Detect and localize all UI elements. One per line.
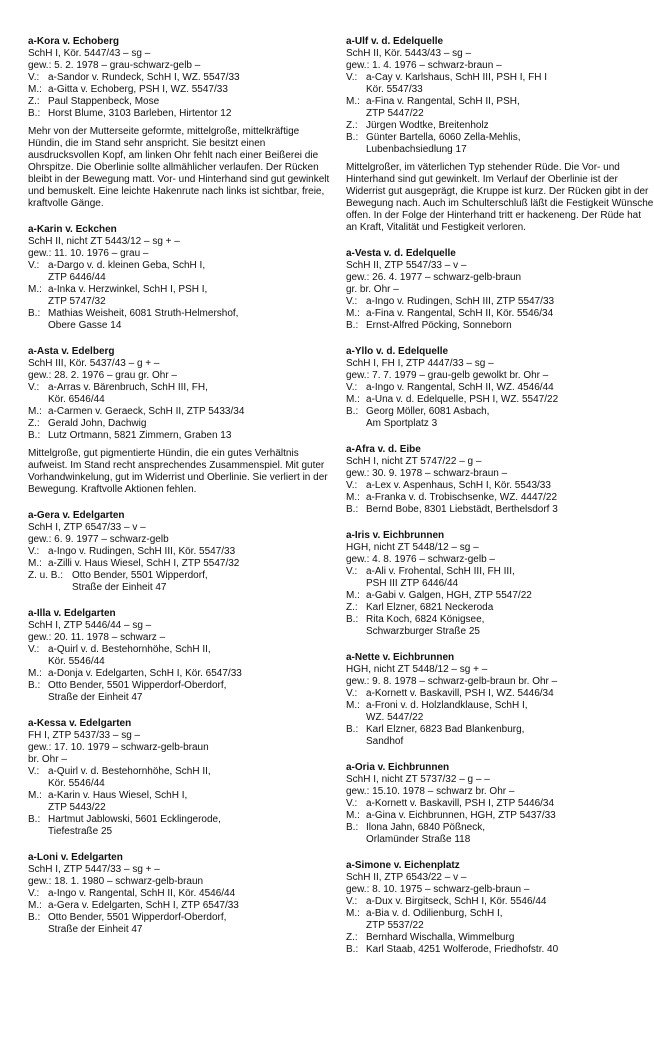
pedigree-value: a-Sandor v. Rundeck, SchH I, WZ. 5547/33 — [48, 72, 240, 83]
pedigree-value: Paul Stappenbeck, Mose — [48, 96, 160, 107]
pedigree-label: Z.: — [346, 932, 358, 943]
pedigree-label: B.: — [28, 814, 41, 825]
pedigree-value: Otto Bender, 5501 Wipperdorf, Straße der Einheit 47 — [72, 570, 208, 593]
pedigree-label: B.: — [346, 406, 359, 417]
entry-description: Mittelgroßer, im väterlichen Typ stehender Rüde. Die Vor- und Hinterhand sind gut gewinkelt. Im Verlauf der Oberlinie ist der Widerrist gut ausgeprägt, die Kruppe ist kurz. Der Rücken gibt in der Bewegung nach. Auch im Schulterschluß läßt die Festigkeit Wünsche offen. In der Folge der Hinterhand tritt er hackeneng. Der Rüde hat an Kraft, Vitalität und Festigkeit verloren. — [346, 162, 654, 233]
pedigree-label: B.: — [346, 504, 359, 515]
pedigree-label: V.: — [346, 382, 358, 393]
pedigree-row — [28, 406, 336, 418]
pedigree-value: Ilona Jahn, 6840 Pößneck, Orlamünder Straße 118 — [366, 822, 485, 845]
pedigree-row — [28, 260, 336, 284]
entry-info-line: FH I, ZTP 5437/33 – sg – — [28, 730, 141, 741]
pedigree-value: a-Bia v. d. Odilienburg, SchH I, ZTP 5537/22 — [366, 908, 503, 931]
pedigree-row — [346, 932, 654, 944]
pedigree-label: B.: — [28, 430, 41, 441]
pedigree-value: Otto Bender, 5501 Wipperdorf-Oberdorf, Straße der Einheit 47 — [48, 680, 227, 703]
pedigree-row — [346, 896, 654, 908]
pedigree-label: M.: — [28, 84, 42, 95]
pedigree-value: a-Fina v. Rangental, SchH II, PSH, ZTP 5447/22 — [366, 96, 520, 119]
pedigree-value: a-Una v. d. Edelquelle, PSH I, WZ. 5547/22 — [366, 394, 559, 405]
pedigree-row — [28, 680, 336, 704]
pedigree-label: B.: — [346, 944, 359, 955]
dog-name: a-Illa v. Edelgarten — [28, 608, 116, 619]
dog-entry — [28, 224, 336, 332]
pedigree-label: M.: — [346, 810, 360, 821]
pedigree-row — [28, 814, 336, 838]
dog-name: a-Asta v. Edelberg — [28, 346, 115, 357]
pedigree-row — [28, 84, 336, 96]
pedigree-label: M.: — [346, 908, 360, 919]
pedigree-value: a-Fina v. Rangental, SchH II, Kör. 5546/34 — [366, 308, 554, 319]
pedigree-row — [346, 72, 654, 96]
pedigree-label: V.: — [28, 260, 40, 271]
entry-info-line: gew.: 6. 9. 1977 – schwarz-gelb — [28, 534, 169, 545]
pedigree-value: Bernhard Wischalla, Wimmelburg — [366, 932, 515, 943]
pedigree-value: a-Cay v. Karlshaus, SchH III, PSH I, FH I Kör. 5547/33 — [366, 72, 547, 95]
pedigree-row — [28, 888, 336, 900]
pedigree-row — [28, 382, 336, 406]
pedigree-value: a-Gina v. Eichbrunnen, HGH, ZTP 5437/33 — [366, 810, 556, 821]
entry-info-line: gew.: 5. 2. 1978 – grau-schwarz-gelb – — [28, 60, 201, 71]
pedigree-label: Z.: — [346, 602, 358, 613]
dog-name: a-Gera v. Edelgarten — [28, 510, 125, 521]
pedigree-row — [346, 700, 654, 724]
dog-entry — [346, 444, 654, 516]
dog-name: a-Loni v. Edelgarten — [28, 852, 123, 863]
pedigree-label: B.: — [28, 680, 41, 691]
pedigree-value: a-Dargo v. d. kleinen Geba, SchH I, ZTP 6446/44 — [48, 260, 206, 283]
pedigree-label: M.: — [346, 308, 360, 319]
pedigree-value: a-Lex v. Aspenhaus, SchH I, Kör. 5543/33 — [366, 480, 551, 491]
entry-info-line: SchH I, Kör. 5447/43 – sg – — [28, 48, 151, 59]
pedigree-label: M.: — [28, 790, 42, 801]
pedigree-label: B.: — [346, 724, 359, 735]
pedigree-label: V.: — [346, 688, 358, 699]
pedigree-value: Horst Blume, 3103 Barleben, Hirtentor 12 — [48, 108, 232, 119]
pedigree-value: a-Karin v. Haus Wiesel, SchH I, ZTP 5443/22 — [48, 790, 188, 813]
entry-info-line: gew.: 28. 2. 1976 – grau gr. Ohr – — [28, 370, 177, 381]
pedigree-value: a-Dux v. Birgitseck, SchH I, Kör. 5546/44 — [366, 896, 547, 907]
pedigree-label: V.: — [346, 896, 358, 907]
pedigree-value: Hartmut Jablowski, 5601 Ecklingerode, Tiefestraße 25 — [48, 814, 221, 837]
pedigree-row — [28, 108, 336, 120]
pedigree-value: Mathias Weisheit, 6081 Struth-Helmershof, Obere Gasse 14 — [48, 308, 239, 331]
dog-entry — [28, 346, 336, 496]
pedigree-value: Karl Elzner, 6821 Neckeroda — [366, 602, 494, 613]
pedigree-label: V.: — [28, 382, 40, 393]
pedigree-row — [28, 912, 336, 936]
pedigree-row — [346, 320, 654, 332]
entry-info-line: gew.: 15.10. 1978 – schwarz br. Ohr – — [346, 786, 515, 797]
pedigree-row — [346, 120, 654, 132]
entry-info-line: SchH I, FH I, ZTP 4447/33 – sg – — [346, 358, 494, 369]
pedigree-row — [28, 790, 336, 814]
pedigree-label: V.: — [28, 888, 40, 899]
right-column — [346, 36, 654, 970]
dog-entry — [346, 762, 654, 846]
pedigree-value: a-Ingo v. Rangental, SchH II, WZ. 4546/44 — [366, 382, 554, 393]
dog-entry — [346, 36, 654, 234]
pedigree-row — [28, 284, 336, 308]
entry-info-line: gew.: 8. 10. 1975 – schwarz-gelb-braun – — [346, 884, 530, 895]
entry-info-line: gew.: 17. 10. 1979 – schwarz-gelb-braun — [28, 742, 209, 753]
pedigree-label: M.: — [346, 394, 360, 405]
entry-info-line: SchH I, ZTP 5447/33 – sg + – — [28, 864, 160, 875]
pedigree-value: Rita Koch, 6824 Königsee, Schwarzburger Straße 25 — [366, 614, 485, 637]
dog-name: a-Yllo v. d. Edelquelle — [346, 346, 449, 357]
entry-info-line: gew.: 1. 4. 1976 – schwarz-braun – — [346, 60, 502, 71]
dog-name: a-Iris v. Eichbrunnen — [346, 530, 445, 541]
entry-info-line: HGH, nicht ZT 5448/12 – sg + – — [346, 664, 488, 675]
pedigree-value: Otto Bender, 5501 Wipperdorf-Oberdorf, Straße der Einheit 47 — [48, 912, 227, 935]
pedigree-label: B.: — [346, 614, 359, 625]
dog-entry — [28, 608, 336, 704]
pedigree-label: B.: — [346, 132, 359, 143]
entry-info-line: gew.: 4. 8. 1976 – schwarz-gelb – — [346, 554, 495, 565]
pedigree-row — [346, 822, 654, 846]
pedigree-row — [28, 96, 336, 108]
pedigree-label: M.: — [28, 406, 42, 417]
pedigree-label: V.: — [346, 480, 358, 491]
pedigree-row — [28, 766, 336, 790]
pedigree-value: Bernd Bobe, 8301 Liebstädt, Berthelsdorf 3 — [366, 504, 558, 515]
pedigree-value: a-Inka v. Herzwinkel, SchH I, PSH I, ZTP 5747/32 — [48, 284, 208, 307]
dog-entry — [28, 510, 336, 594]
entry-info-line: SchH I, ZTP 5446/44 – sg – — [28, 620, 152, 631]
entry-info-line: SchH I, nicht ZT 5737/32 – g – – — [346, 774, 490, 785]
pedigree-value: a-Carmen v. Geraeck, SchH II, ZTP 5433/34 — [48, 406, 245, 417]
pedigree-label: V.: — [346, 798, 358, 809]
pedigree-label: V.: — [28, 766, 40, 777]
pedigree-label: V.: — [346, 72, 358, 83]
dog-name: a-Karin v. Eckchen — [28, 224, 117, 235]
pedigree-label: V.: — [28, 72, 40, 83]
pedigree-row — [28, 308, 336, 332]
dog-entry — [346, 652, 654, 748]
entry-description: Mittelgroße, gut pigmentierte Hündin, die ein gutes Verhältnis aufweist. Im Stand recht ansprechendes Zusammenspiel. Mit guter Vorhandwinkelung, gut im Widerrist und Oberlinie. Sie verliert in der Bewegung. Kraftvolle Aktionen fehlen. — [28, 448, 328, 495]
pedigree-value: a-Gabi v. Galgen, HGH, ZTP 5547/22 — [366, 590, 532, 601]
dog-name: a-Kora v. Echoberg — [28, 36, 119, 47]
dog-name: a-Vesta v. d. Edelquelle — [346, 248, 456, 259]
dog-name: a-Ulf v. d. Edelquelle — [346, 36, 444, 47]
pedigree-label: M.: — [346, 492, 360, 503]
pedigree-row — [28, 900, 336, 912]
pedigree-label: B.: — [28, 912, 41, 923]
entry-info-line: SchH II, ZTP 6543/22 – v – — [346, 872, 467, 883]
pedigree-row — [28, 668, 336, 680]
pedigree-value: a-Ali v. Frohental, SchH III, FH III, PSH III ZTP 6446/44 — [366, 566, 515, 589]
pedigree-row — [346, 724, 654, 748]
pedigree-row — [28, 570, 336, 594]
dog-name: a-Kessa v. Edelgarten — [28, 718, 132, 729]
pedigree-label: M.: — [28, 558, 42, 569]
pedigree-value: a-Ingo v. Rangental, SchH II, Kör. 4546/44 — [48, 888, 236, 899]
entry-info-line: SchH I, ZTP 6547/33 – v – — [28, 522, 146, 533]
pedigree-label: M.: — [28, 284, 42, 295]
dog-name: a-Nette v. Eichbrunnen — [346, 652, 455, 663]
pedigree-row — [28, 558, 336, 570]
pedigree-row — [346, 908, 654, 932]
pedigree-row — [346, 798, 654, 810]
entry-info-line: SchH II, ZTP 5547/33 – v – — [346, 260, 467, 271]
pedigree-value: a-Kornett v. Baskavill, PSH I, ZTP 5446/34 — [366, 798, 555, 809]
pedigree-row — [346, 132, 654, 156]
entry-info-line: SchH III, Kör. 5437/43 – g + – — [28, 358, 160, 369]
pedigree-row — [346, 614, 654, 638]
pedigree-row — [28, 72, 336, 84]
pedigree-label: B.: — [346, 320, 359, 331]
pedigree-row — [28, 546, 336, 558]
pedigree-value: a-Zilli v. Haus Wiesel, SchH I, ZTP 5547/32 — [48, 558, 240, 569]
pedigree-label: V.: — [346, 566, 358, 577]
pedigree-value: a-Kornett v. Baskavill, PSH I, WZ. 5446/34 — [366, 688, 554, 699]
pedigree-label: Z.: — [28, 418, 40, 429]
dog-entry — [346, 530, 654, 638]
pedigree-row — [346, 590, 654, 602]
entry-info-line: HGH, nicht ZT 5448/12 – sg – — [346, 542, 479, 553]
pedigree-label: M.: — [346, 590, 360, 601]
pedigree-value: a-Donja v. Edelgarten, SchH I, Kör. 6547/33 — [48, 668, 242, 679]
pedigree-value: Günter Bartella, 6060 Zella-Mehlis, Lubenbachsiedlung 17 — [366, 132, 521, 155]
entry-info-line: SchH II, nicht ZT 5443/12 – sg + – — [28, 236, 180, 247]
pedigree-value: a-Gera v. Edelgarten, SchH I, ZTP 6547/33 — [48, 900, 239, 911]
pedigree-label: Z. u. B.: — [28, 570, 64, 581]
pedigree-row — [346, 406, 654, 430]
pedigree-value: a-Arras v. Bärenbruch, SchH III, FH, Kör. 6546/44 — [48, 382, 208, 405]
entry-info-line: SchH II, Kör. 5443/43 – sg – — [346, 48, 472, 59]
dog-entry — [28, 36, 336, 210]
dog-name: a-Simone v. Eichenplatz — [346, 860, 460, 871]
entry-info-line: gew.: 20. 11. 1978 – schwarz – — [28, 632, 166, 643]
pedigree-row — [346, 944, 654, 956]
pedigree-label: V.: — [28, 546, 40, 557]
pedigree-row — [28, 418, 336, 430]
pedigree-row — [346, 810, 654, 822]
pedigree-value: a-Quirl v. d. Bestehornhöhe, SchH II, Kör. 5546/44 — [48, 644, 211, 667]
pedigree-row — [346, 308, 654, 320]
pedigree-label: M.: — [28, 668, 42, 679]
pedigree-value: a-Froni v. d. Holzlandklause, SchH I, WZ. 5447/22 — [366, 700, 528, 723]
pedigree-label: V.: — [346, 296, 358, 307]
entry-info-line: gew.: 7. 7. 1979 – grau-gelb gewolkt br. Ohr – — [346, 370, 549, 381]
entry-info-line: gew.: 9. 8. 1978 – schwarz-gelb-braun br. Ohr – — [346, 676, 558, 687]
pedigree-row — [346, 492, 654, 504]
pedigree-row — [346, 688, 654, 700]
pedigree-value: Ernst-Alfred Pöcking, Sonneborn — [366, 320, 512, 331]
dog-entry — [346, 248, 654, 332]
pedigree-value: Gerald John, Dachwig — [48, 418, 147, 429]
dog-entry — [346, 860, 654, 956]
entry-description: Mehr von der Mutterseite geformte, mittelgroße, mittelkräftige Hündin, die im Stand sehr anspricht. Sie besitzt einen ausdrucksvollen Kopf, am linken Ohr fehlt nach einer Beißerei die Ohrspitze. Die Oberlinie sollte allmählicher verlaufen. Der Rücken bleibt in der Bewegung matt. Vor- und Hinterhand sind gut gewinkelt und bemuskelt. Eine leichte Hakenrute nach links ist sichtbar, freie, kraftvolle Gänge. — [28, 126, 330, 209]
pedigree-value: Georg Möller, 6081 Asbach, Am Sportplatz 3 — [366, 406, 490, 429]
pedigree-value: a-Ingo v. Rudingen, SchH III, Kör. 5547/33 — [48, 546, 236, 557]
pedigree-label: B.: — [28, 108, 41, 119]
pedigree-value: Karl Staab, 4251 Wolferode, Friedhofstr. 40 — [366, 944, 559, 955]
pedigree-label: B.: — [28, 308, 41, 319]
pedigree-row — [28, 430, 336, 442]
pedigree-label: M.: — [346, 96, 360, 107]
pedigree-value: Jürgen Wodtke, Breitenholz — [366, 120, 489, 131]
pedigree-row — [346, 394, 654, 406]
pedigree-value: Lutz Ortmann, 5821 Zimmern, Graben 13 — [48, 430, 232, 441]
pedigree-label: B.: — [346, 822, 359, 833]
pedigree-value: a-Ingo v. Rudingen, SchH III, ZTP 5547/33 — [366, 296, 555, 307]
dog-name: a-Oria v. Eichbrunnen — [346, 762, 450, 773]
pedigree-label: M.: — [346, 700, 360, 711]
pedigree-value: a-Gitta v. Echoberg, PSH I, WZ. 5547/33 — [48, 84, 228, 95]
entry-info-line: br. Ohr – — [28, 754, 67, 765]
left-column — [28, 36, 336, 950]
pedigree-row — [346, 566, 654, 590]
pedigree-label: M.: — [28, 900, 42, 911]
dog-entry — [28, 852, 336, 936]
pedigree-value: a-Quirl v. d. Bestehornhöhe, SchH II, Kör. 5546/44 — [48, 766, 211, 789]
entry-info-line: gew.: 11. 10. 1976 – grau – — [28, 248, 149, 259]
pedigree-row — [346, 296, 654, 308]
entry-info-line: gew.: 30. 9. 1978 – schwarz-braun – — [346, 468, 508, 479]
pedigree-value: a-Franka v. d. Trobischsenke, WZ. 4447/22 — [366, 492, 558, 503]
entry-info-line: gr. br. Ohr – — [346, 284, 399, 295]
dog-name: a-Afra v. d. Eibe — [346, 444, 421, 455]
pedigree-row — [346, 480, 654, 492]
dog-entry — [28, 718, 336, 838]
pedigree-row — [346, 602, 654, 614]
entry-info-line: gew.: 18. 1. 1980 – schwarz-gelb-braun — [28, 876, 204, 887]
dog-entry — [346, 346, 654, 430]
pedigree-label: Z.: — [346, 120, 358, 131]
pedigree-label: V.: — [28, 644, 40, 655]
entry-info-line: gew.: 26. 4. 1977 – schwarz-gelb-braun — [346, 272, 522, 283]
pedigree-row — [346, 382, 654, 394]
pedigree-row — [346, 96, 654, 120]
entry-info-line: SchH I, nicht ZT 5747/22 – g – — [346, 456, 482, 467]
pedigree-row — [28, 644, 336, 668]
pedigree-value: Karl Elzner, 6823 Bad Blankenburg, Sandhof — [366, 724, 525, 747]
pedigree-row — [346, 504, 654, 516]
pedigree-label: Z.: — [28, 96, 40, 107]
